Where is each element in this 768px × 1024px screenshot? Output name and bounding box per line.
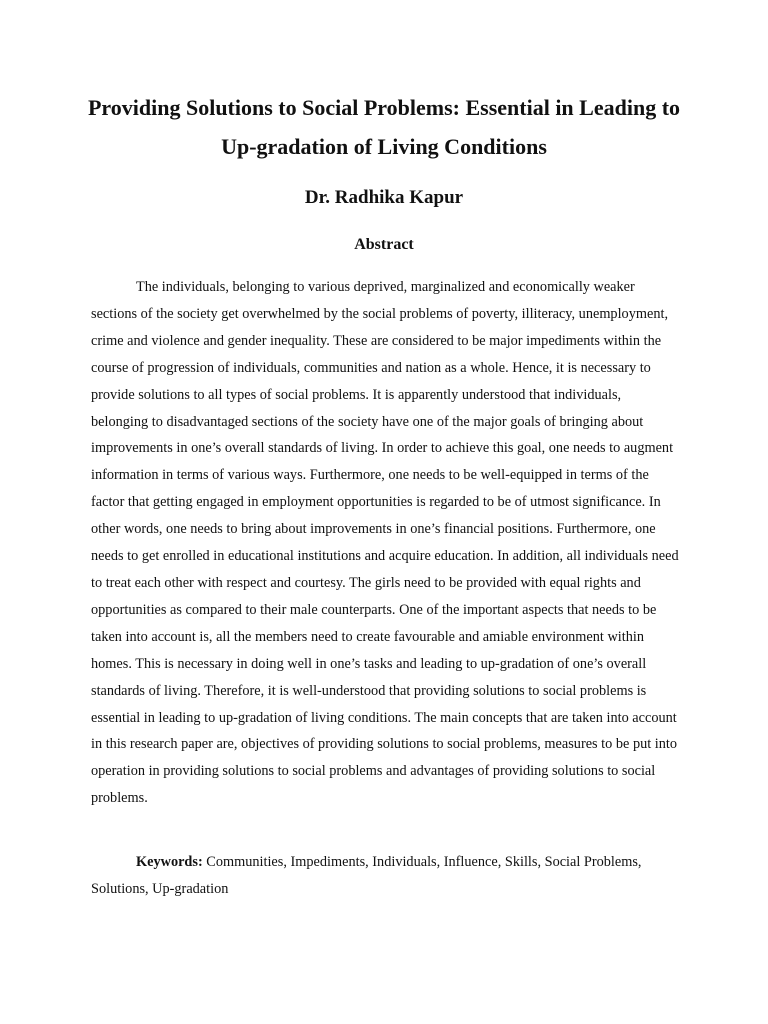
keywords-paragraph: [91, 849, 679, 903]
abstract-heading: Abstract: [354, 236, 414, 253]
abstract-paragraph: The individuals, belonging to various deprived, marginalized and economically weaker sections of the society get overwhelmed by the social problems of poverty, illiteracy, unemployment, crime and violence and gender inequality. These are considered to be major impediments within the course of progression of individuals, communities and nation as a whole. Hence, it is necessary to provide solutions to all types of social problems. It is apparently understood that individuals, belonging to disadvantaged sections of the society have one of the major goals of bringing about improvements in one’s overall standards of living. In order to achieve this goal, one needs to augment information in terms of various ways. Furthermore, one needs to be well-equipped in terms of the factor that getting engaged in employment opportunities is regarded to be of utmost significance. In other words, one needs to bring about improvements in one’s financial positions. Furthermore, one needs to get enrolled in educational institutions and acquire education. In addition, all individuals need to treat each other with respect and courtesy. The girls need to be provided with equal rights and opportunities as compared to their male counterparts. One of the important aspects that needs to be taken into account is, all the members need to create favourable and amiable environment within homes. This is necessary in doing well in one’s tasks and leading to up-gradation of one’s overall standards of living. Therefore, it is well-understood that providing solutions to social problems is essential in leading to up-gradation of living conditions. The main concepts that are taken into account in this research paper are, objectives of providing solutions to social problems, measures to be put into operation in providing solutions to social problems and advantages of providing solutions to social problems.: [91, 279, 679, 807]
keywords-list: Communities, Impediments, Individuals, Influence, Skills, Social Problems, Solutions, Up-gradation: [91, 854, 642, 897]
paper-title: Providing Solutions to Social Problems: Essential in Leading to Up-gradation of Living Conditions: [87, 95, 681, 159]
keywords-label: Keywords:: [136, 854, 203, 870]
author-name: Dr. Radhika Kapur: [304, 187, 464, 208]
